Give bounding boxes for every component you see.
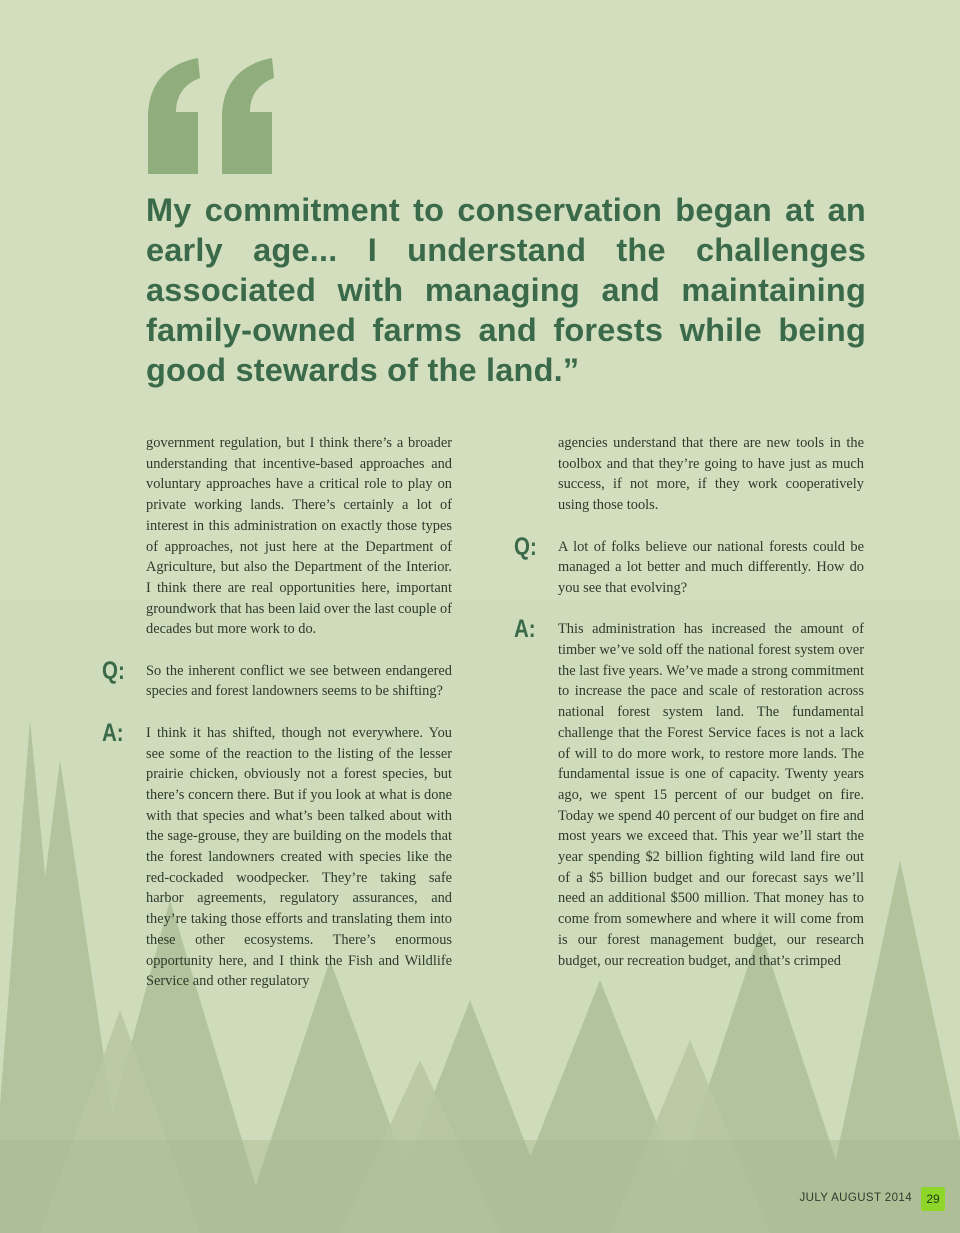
pull-quote: My commitment to conservation began at an early age... I understand the challenges associated with managing and maintaining family-owned farms and forests while being good stewards of the land.” bbox=[146, 192, 866, 388]
question-2 bbox=[514, 532, 864, 599]
answer-label: A: bbox=[102, 718, 124, 747]
right-paragraph-continued: agencies understand that there are new tools in the toolbox and that they’re going to have just as much success, if not more, if they work cooperatively using those tools. bbox=[558, 435, 864, 514]
question-label: Q: bbox=[102, 656, 125, 685]
answer-2-text: This administration has increased the amount of timber we’ve sold off the national forest system over the last five years. We’ve made a strong commitment to increase the pace and scale of restoration across national forest system land. The fundamental challenge that the Forest Service faces is not a lack of will to do more work, to restore more lands. The fundamental issue is one of capacity. Twenty years ago, we spent 15 percent of our budget on fire. Today we spend 40 percent of our budget on fire and most years we exceed that. This year we’ll start the year spending $2 billion fighting wild land fire out of a $5 billion budget and our forecast says we’ll need an additional $500 million. That money has to come from somewhere and where it will come from is our forest management budget, our research budget, our recreation budget, and that’s crimped bbox=[558, 621, 864, 969]
right-column bbox=[514, 433, 864, 992]
answer-label: A: bbox=[514, 615, 536, 644]
answer-1 bbox=[102, 718, 452, 992]
question-1 bbox=[102, 656, 452, 702]
issue-date: JULY AUGUST 2014 bbox=[799, 1192, 912, 1204]
answer-1-text: I think it has shifted, though not everywhere. You see some of the reaction to the listing of the lesser prairie chicken, obviously not a forest species, but there’s concern there. But if you look at what is done with that species and what’s been talked about with the sage-grouse, they are building on the models that the forest landowners created with species like the red-cockaded woodpecker. They’re taking safe harbor agreements, regulatory assurances, and they’re taking those efforts and translating them into these other ecosystems. There’s enormous opportunity here, and I think the Fish and Wildlife Service and other regulatory bbox=[146, 724, 452, 990]
left-column bbox=[102, 433, 452, 1013]
answer-2 bbox=[514, 615, 864, 971]
question-2-text: A lot of folks believe our national forests could be managed a lot better and much differently. How do you see that evolving? bbox=[558, 538, 864, 596]
open-quote-icon bbox=[146, 56, 276, 176]
question-label: Q: bbox=[514, 532, 537, 561]
page-number-badge: 29 bbox=[921, 1187, 945, 1211]
left-paragraph-continued: government regulation, but I think there’s a broader understanding that incentive-based approaches and voluntary approaches have a critical role to play on private working lands. There’s certainly a lot of interest in this administration on exactly those types of approaches, not just here at the Department of Agriculture, but also the Department of the Interior. I think there are real opportunities here, important groundwork that has been laid over the last couple of decades but more work to do. bbox=[146, 435, 452, 638]
question-1-text: So the inherent conflict we see between endangered species and forest landowners seems to be shifting? bbox=[146, 662, 452, 700]
